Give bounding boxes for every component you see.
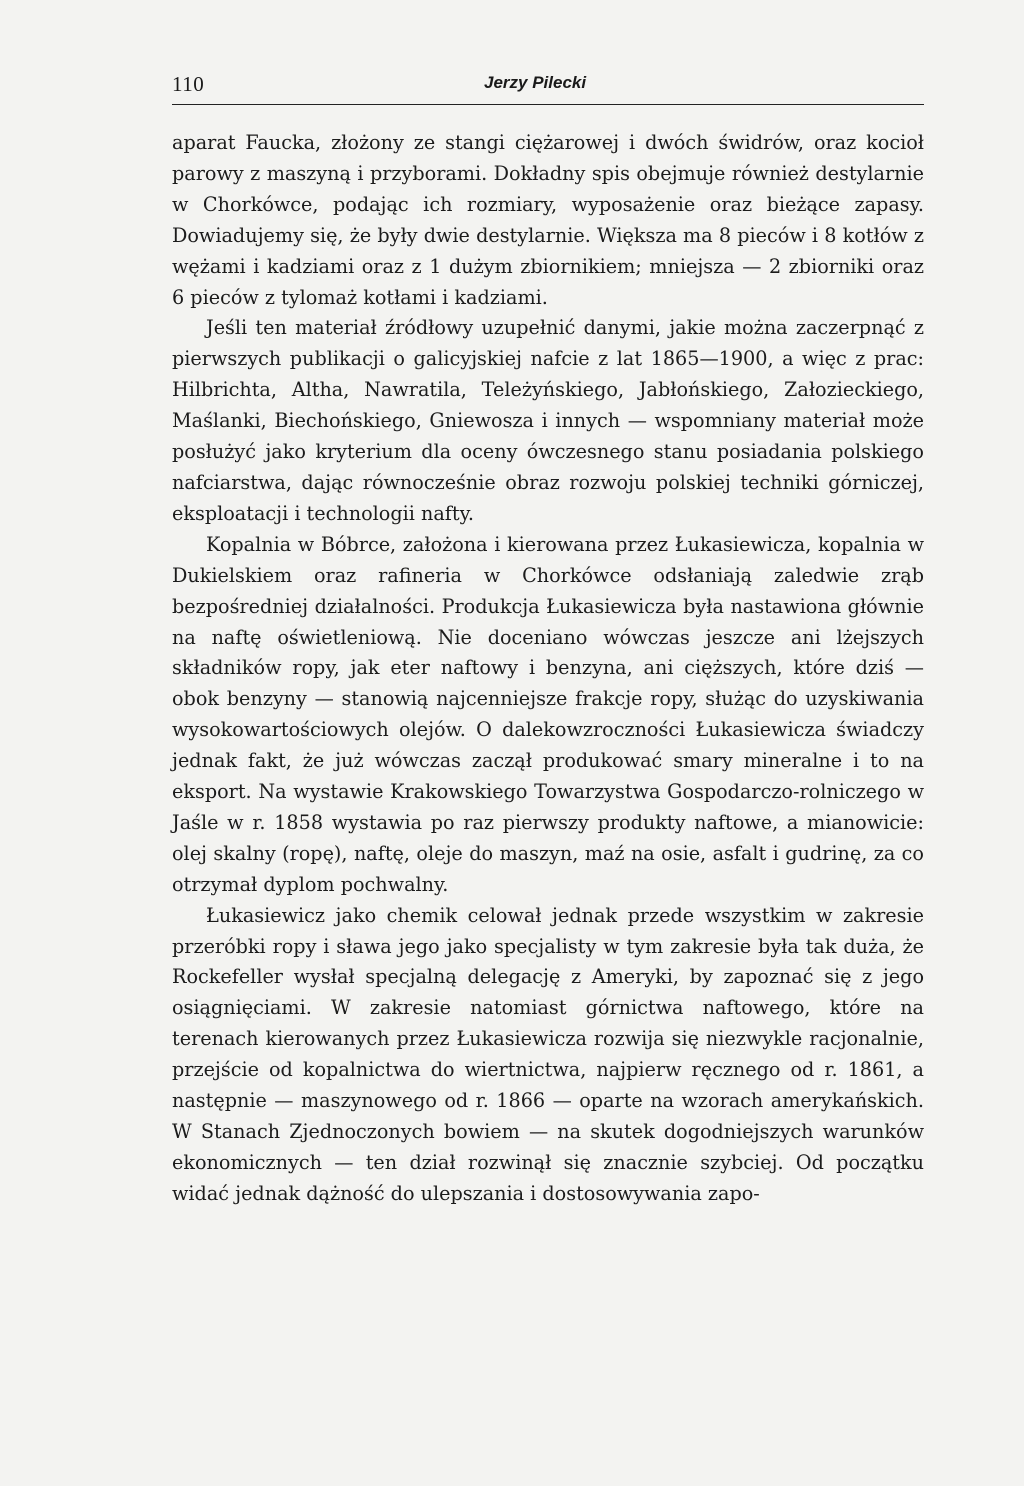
running-head-author: Jerzy Pilecki bbox=[484, 73, 587, 92]
paragraph-1: aparat Faucka, złożony ze stangi ciężarowej i dwóch świdrów, oraz kocioł parowy z maszyną i przyborami. Dokładny spis obejmuje również destylarnie w Chorkówce, podając ich rozmiary, wyposażenie oraz bieżące zapasy. Dowiadujemy się, że były dwie destylarnie. Większa ma 8 pieców i 8 kotłów z wężami i kadziami oraz z 1 dużym zbiornikiem; mniejsza — 2 zbiorniki oraz 6 pieców z tylomaż kotłami i kadziami. bbox=[172, 131, 924, 309]
paragraph-4: Łukasiewicz jako chemik celował jednak przede wszystkim w zakresie przeróbki ropy i sława jego jako specjalisty w tym zakresie była tak duża, że Rockefeller wysłał specjalną delegację z Ameryki, by zapoznać się z jego osiągnięciami. W zakresie natomiast górnictwa naftowego, które na terenach kierowanych przez Łukasiewicza rozwija się niezwykle racjonalnie, przejście od kopalnictwa do wiertnictwa, najpierw ręcznego od r. 1861, a następnie — maszynowego od r. 1866 — oparte na wzorach amerykańskich. W Stanach Zjednoczonych bowiem — na skutek dogodniejszych warunków ekonomicznych — ten dział rozwinął się znacznie szybciej. Od początku widać jednak dążność do ulepszania i dostosowywania zapo- bbox=[172, 903, 924, 1205]
page-number: 110 bbox=[172, 72, 205, 96]
body-text bbox=[172, 128, 924, 1210]
paragraph-3: Kopalnia w Bóbrce, założona i kierowana przez Łukasiewicza, kopalnia w Dukielskiem oraz rafineria w Chorkówce odsłaniają zaledwie zrąb bezpośredniej działalności. Produkcja Łukasiewicza była nastawiona głównie na naftę oświetleniową. Nie doceniano wówczas jeszcze ani lżejszych składników ropy, jak eter naftowy i benzyna, ani cięższych, które dziś — obok benzyny — stanowią najcenniejsze frakcje ropy, służąc do uzyskiwania wysokowartościowych olejów. O dalekowzroczności Łukasiewicza świadczy jednak fakt, że już wówczas zaczął produkować smary mineralne i to na eksport. Na wystawie Krakowskiego Towarzystwa Gospodarczo-rolniczego w Jaśle w r. 1858 wystawia po raz pierwszy produkty naftowe, a mianowicie: olej skalny (ropę), naftę, oleje do maszyn, maź na osie, asfalt i gudrinę, za co otrzymał dyplom pochwalny. bbox=[172, 532, 924, 896]
paragraph-2: Jeśli ten materiał źródłowy uzupełnić danymi, jakie można zaczerpnąć z pierwszych publikacji o galicyjskiej nafcie z lat 1865—1900, a więc z prac: Hilbrichta, Altha, Nawratila, Teleżyńskiego, Jabłońskiego, Załozieckiego, Maślanki, Biechońskiego, Gniewosza i innych — wspomniany materiał może posłużyć jako kryterium dla oceny ówczesnego stanu posiadania polskiego nafciarstwa, dając równocześnie obraz rozwoju polskiej techniki górniczej, eksploatacji i technologii nafty. bbox=[172, 316, 924, 525]
page-header bbox=[172, 72, 924, 105]
